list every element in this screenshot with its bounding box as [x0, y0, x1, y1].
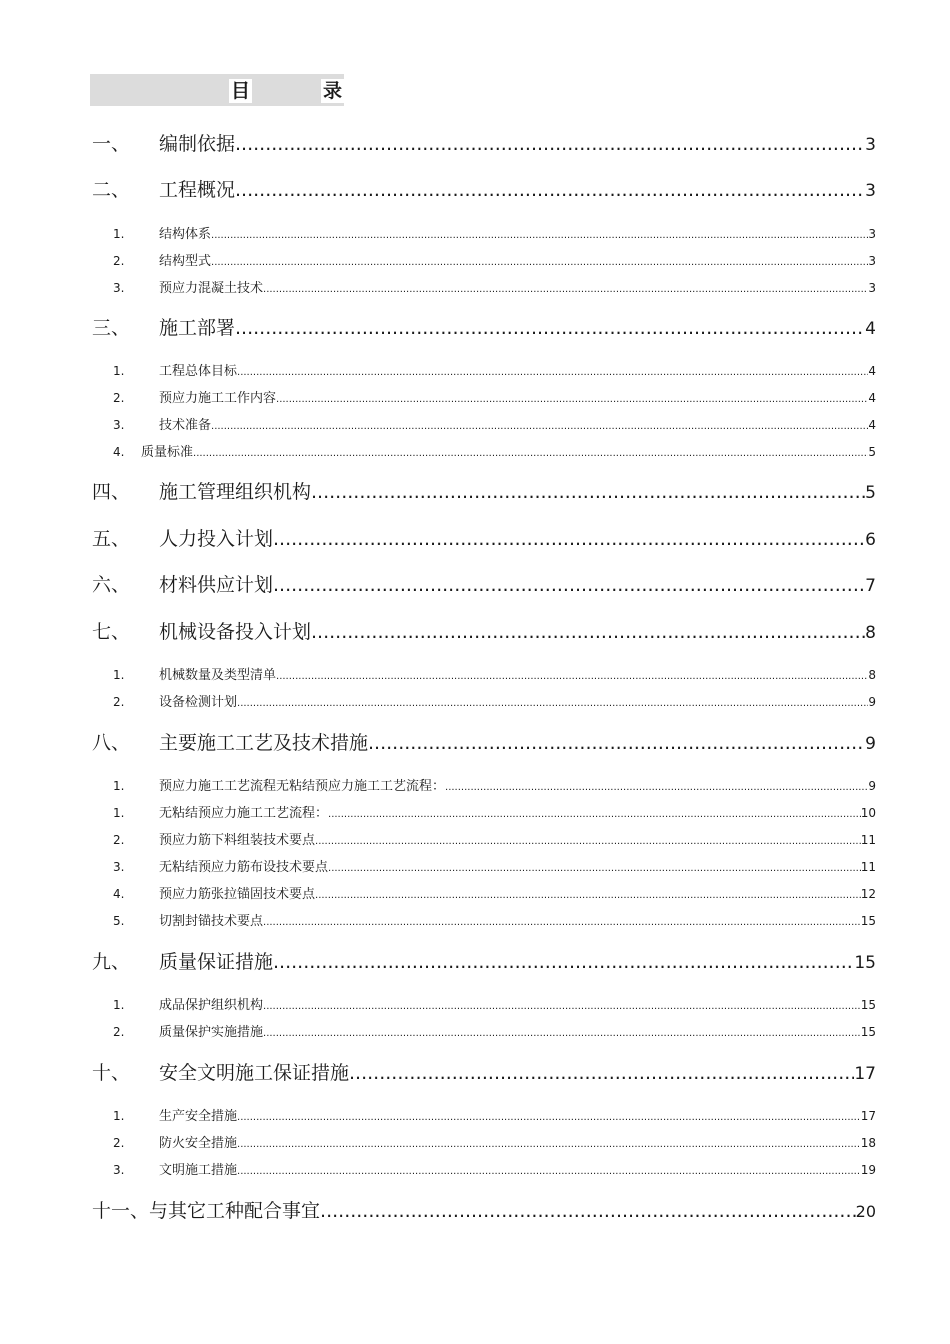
toc-entry-number: 3. [113, 1163, 125, 1177]
toc-dot-leader [193, 446, 868, 462]
toc-entry-section-10[interactable] [92, 1061, 876, 1086]
toc-entry-number: 4. [113, 887, 125, 901]
toc-entry-page: 9 [868, 695, 876, 709]
toc-dot-leader [263, 999, 861, 1015]
toc-entry-page: 11 [860, 860, 876, 874]
toc-entry-subsection[interactable] [113, 390, 876, 408]
toc-entry-number: 2. [113, 695, 125, 709]
toc-entry-page: 3 [868, 281, 876, 295]
toc-dot-leader [211, 228, 868, 244]
toc-dot-leader [263, 1026, 861, 1042]
toc-entry-number: 2. [113, 391, 125, 405]
toc-entry-page: 18 [860, 1136, 876, 1150]
toc-entry-label: 技术准备 [159, 418, 212, 433]
toc-dot-leader [237, 1110, 861, 1126]
toc-entry-subsection[interactable] [113, 859, 876, 877]
toc-entry-subsection[interactable] [113, 417, 876, 435]
toc-entry-page: 15 [854, 953, 876, 973]
toc-entry-section-1[interactable] [92, 132, 876, 157]
toc-entry-label: 质量保护实施措施 [159, 1025, 264, 1040]
toc-entry-page: 4 [868, 364, 876, 378]
toc-entry-number: 四、 [92, 481, 131, 503]
toc-entry-label: 安全文明施工保证措施 [159, 1062, 350, 1084]
toc-entry-section-9[interactable] [92, 950, 876, 975]
toc-entry-page: 5 [865, 483, 876, 503]
toc-entry-subsection[interactable] [113, 226, 876, 244]
toc-entry-number: 八、 [92, 732, 131, 754]
toc-entry-subsection[interactable] [113, 363, 876, 381]
toc-entry-subsection[interactable] [113, 667, 876, 685]
toc-entry-page: 15 [860, 914, 876, 928]
toc-title [229, 79, 344, 103]
toc-entry-page: 10 [860, 806, 876, 820]
toc-entry-subsection[interactable] [113, 997, 876, 1015]
toc-entry-label: 工程总体目标 [159, 364, 238, 379]
toc-dot-leader [349, 1061, 854, 1085]
toc-entry-page: 3 [868, 227, 876, 241]
toc-entry-label: 无粘结预应力筋布设技术要点 [159, 860, 329, 875]
toc-dot-leader [211, 255, 868, 271]
toc-dot-leader [315, 834, 861, 850]
toc-entry-label: 施工管理组织机构 [159, 481, 312, 503]
toc-entry-page: 9 [868, 779, 876, 793]
toc-entry-label: 主要施工工艺及技术措施 [159, 732, 369, 754]
toc-dot-leader [273, 950, 854, 974]
toc-entry-page: 6 [865, 530, 876, 550]
toc-dot-leader [445, 780, 868, 796]
toc-entry-number: 九、 [92, 951, 131, 973]
toc-entry-section-5[interactable] [92, 527, 876, 552]
toc-entry-page: 17 [860, 1109, 876, 1123]
toc-entry-label: 切割封锚技术要点 [159, 914, 264, 929]
toc-dot-leader [273, 573, 865, 597]
toc-dot-leader [311, 620, 865, 644]
toc-dot-leader [235, 178, 865, 202]
toc-entry-subsection[interactable] [113, 805, 876, 823]
toc-entry-subsection[interactable] [113, 913, 876, 931]
toc-entry-number: 1. [113, 806, 125, 820]
toc-entry-label: 预应力施工工作内容 [159, 391, 277, 406]
toc-entry-label: 成品保护组织机构 [159, 998, 264, 1013]
toc-entry-number: 1. [113, 1109, 125, 1123]
toc-entry-label: 结构型式 [159, 254, 212, 269]
toc-dot-leader [235, 132, 865, 156]
toc-entry-label: 结构体系 [159, 227, 212, 242]
toc-entry-label: 工程概况 [159, 179, 236, 201]
toc-entry-number: 3. [113, 860, 125, 874]
toc-entry-label: 预应力混凝土技术 [159, 281, 264, 296]
toc-entry-page: 3 [868, 254, 876, 268]
toc-entry-subsection[interactable] [113, 1162, 876, 1180]
toc-entry-number: 1. [113, 779, 125, 793]
toc-dot-leader [237, 696, 868, 712]
toc-entry-section-11[interactable] [92, 1199, 876, 1224]
toc-dot-leader [328, 807, 861, 823]
toc-entry-label: 文明施工措施 [159, 1163, 238, 1178]
toc-dot-leader [320, 1199, 856, 1223]
toc-entry-page: 5 [868, 445, 876, 459]
toc-dot-leader [273, 527, 865, 551]
toc-entry-number: 二、 [92, 179, 131, 201]
toc-entry-section-8[interactable] [92, 731, 876, 756]
toc-entry-number: 1. [113, 364, 125, 378]
toc-entry-number: 一、 [92, 133, 131, 155]
toc-dot-leader [328, 861, 861, 877]
toc-entry-label: 材料供应计划 [159, 574, 274, 596]
toc-entry-page: 9 [865, 734, 876, 754]
toc-dot-leader [315, 888, 861, 904]
toc-entry-label: 编制依据 [159, 133, 236, 155]
toc-entry-subsection[interactable] [113, 444, 876, 462]
toc-entry-section-4[interactable] [92, 480, 876, 505]
toc-entry-label: 预应力筋下料组装技术要点 [159, 833, 316, 848]
toc-entry-page: 17 [854, 1064, 876, 1084]
toc-entry-number: 4. [113, 445, 125, 459]
toc-entry-page: 19 [860, 1163, 876, 1177]
toc-entry-page: 20 [855, 1202, 876, 1221]
toc-entry-subsection[interactable] [113, 832, 876, 850]
toc-dot-leader [263, 282, 868, 298]
toc-dot-leader [237, 1137, 861, 1153]
toc-entry-number: 1. [113, 227, 125, 241]
toc-dot-leader [263, 915, 861, 931]
toc-entry-number: 十、 [92, 1062, 131, 1084]
toc-entry-number: 1. [113, 668, 125, 682]
toc-entry-number: 六、 [92, 574, 131, 596]
toc-entry-label: 机械设备投入计划 [159, 621, 312, 643]
toc-entry-page: 4 [865, 319, 876, 339]
toc-entry-page: 7 [865, 576, 876, 596]
toc-entry-number: 2. [113, 1025, 125, 1039]
toc-entry-page: 11 [860, 833, 876, 847]
toc-entry-label: 人力投入计划 [159, 528, 274, 550]
toc-entry-subsection[interactable] [113, 694, 876, 712]
toc-dot-leader [276, 392, 868, 408]
toc-entry-label: 施工部署 [159, 317, 236, 339]
toc-entry-section-6[interactable] [92, 573, 876, 598]
toc-entry-page: 3 [865, 181, 876, 201]
toc-entry-number: 十一、 [92, 1200, 150, 1222]
toc-entry-subsection[interactable] [113, 1108, 876, 1126]
toc-title-char: 目 [231, 80, 251, 102]
toc-entry-label: 设备检测计划 [159, 695, 238, 710]
toc-entry-section-3[interactable] [92, 316, 876, 341]
toc-entry-label: 预应力筋张拉锚固技术要点 [159, 887, 316, 902]
toc-entry-number: 2. [113, 1136, 125, 1150]
toc-entry-label: 质量标准 [141, 445, 194, 460]
toc-entry-page: 8 [865, 623, 876, 643]
toc-entry-number: 三、 [92, 317, 131, 339]
toc-title-char: 录 [322, 80, 342, 102]
toc-entry-label: 与其它工种配合事宜 [149, 1200, 321, 1222]
toc-entry-label: 质量保证措施 [159, 951, 274, 973]
toc-entry-label: 机械数量及类型清单 [159, 668, 277, 683]
toc-entry-subsection[interactable] [113, 280, 876, 298]
toc-entry-number: 七、 [92, 621, 131, 643]
toc-entry-number: 1. [113, 998, 125, 1012]
toc-entry-subsection[interactable] [113, 886, 876, 904]
toc-entry-label: 预应力施工工艺流程无粘结预应力施工工艺流程： [159, 779, 446, 794]
toc-dot-leader [237, 365, 868, 381]
toc-entry-section-2[interactable] [92, 178, 876, 203]
toc-dot-leader [237, 1164, 861, 1180]
toc-entry-page: 8 [868, 668, 876, 682]
toc-entry-number: 5. [113, 914, 125, 928]
toc-entry-label: 无粘结预应力施工工艺流程： [159, 806, 329, 821]
toc-entry-number: 3. [113, 281, 125, 295]
toc-entry-label: 生产安全措施 [159, 1109, 238, 1124]
toc-entry-page: 3 [865, 135, 876, 155]
toc-entry-subsection[interactable] [113, 1135, 876, 1153]
toc-entry-subsection[interactable] [113, 1024, 876, 1042]
toc-dot-leader [311, 480, 865, 504]
toc-dot-leader [211, 419, 868, 435]
toc-entry-page: 15 [860, 1025, 876, 1039]
toc-entry-subsection[interactable] [113, 253, 876, 271]
toc-dot-leader [276, 669, 868, 685]
toc-entry-number: 3. [113, 418, 125, 432]
toc-dot-leader [368, 731, 865, 755]
toc-entry-page: 4 [868, 418, 876, 432]
toc-entry-page: 4 [868, 391, 876, 405]
toc-entry-number: 2. [113, 254, 125, 268]
toc-entry-page: 12 [860, 887, 876, 901]
toc-entry-page: 15 [860, 998, 876, 1012]
toc-entry-number: 2. [113, 833, 125, 847]
toc-entry-subsection[interactable] [113, 778, 876, 796]
toc-entry-section-7[interactable] [92, 620, 876, 645]
toc-entry-number: 五、 [92, 528, 131, 550]
toc-entry-label: 防火安全措施 [159, 1136, 238, 1151]
toc-dot-leader [235, 316, 865, 340]
